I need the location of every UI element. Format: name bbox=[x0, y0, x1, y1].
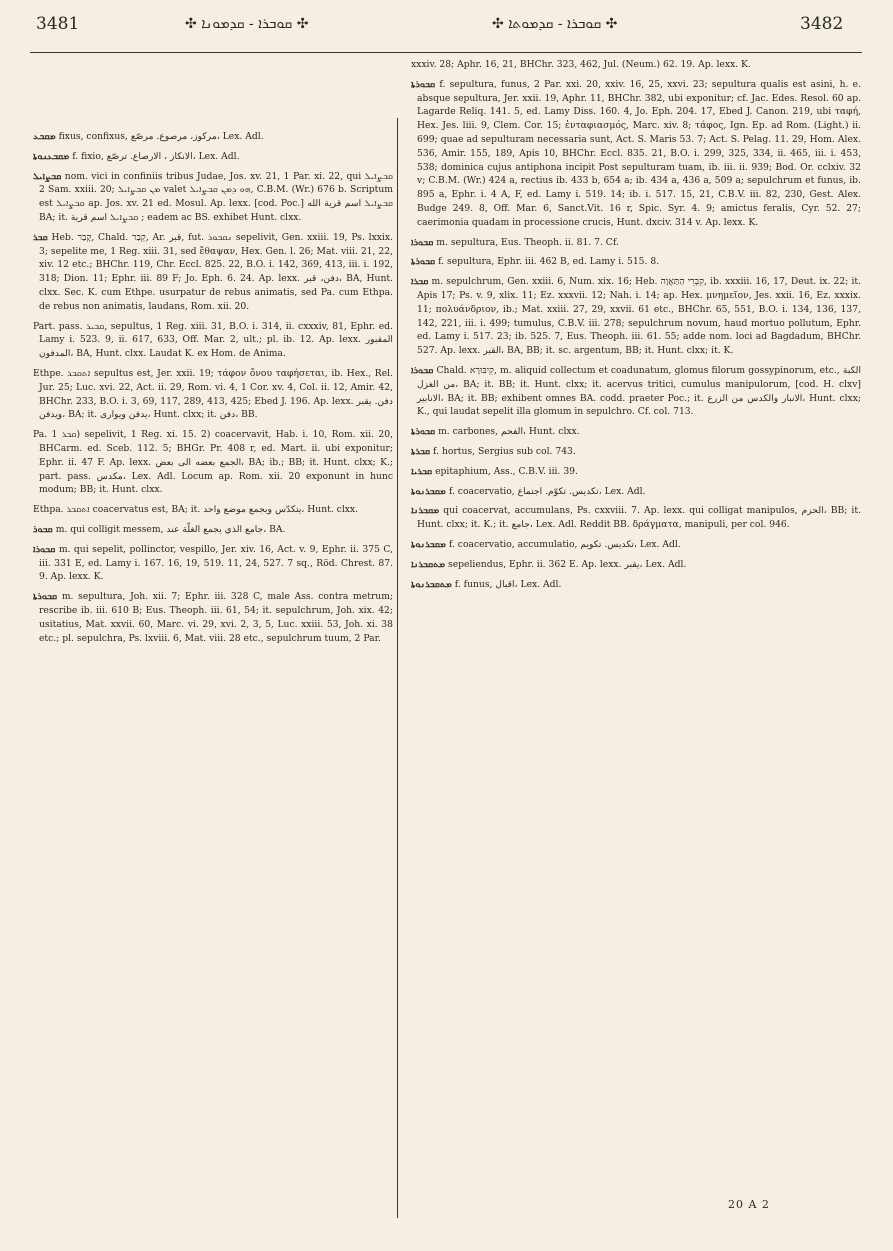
dictionary-entry bbox=[33, 543, 393, 584]
entry-text: Heb. קָבַר, Chald. קְבַר, Ar. قبر, fut. ܢܩܒܘܪ sepelivit, Gen. xxiii. 19, Ps. lxxix. 3; sepelite me, 1 Reg. xiii. 31, sed ἔθαψαν, Hex. Gen. l. 26; Mat. viii. 21, 22, xiv. 12 etc.; BHChr. 119, Chr. Eccl. 825. 22, B.O. i. 142, 369, 413, iii. i. 192, 318; Dion. 11; Ephr. iii. 89 F; Jo. Eph. 6. 24. Ap. lexx. دفن، قبر، BA, Hunt. clxx. Sec. K. cum Ethpe. usurpatur de rebus animatis, sed Pa. cum Ethpa. de rebus non animatis, laudans, Rom. xii. 20. bbox=[39, 231, 393, 312]
dictionary-entry bbox=[33, 503, 393, 517]
running-head-right: ✣ ܩܘܒܪܐ - ܩܕܡܘܬܐ ✣ bbox=[492, 16, 618, 32]
entry-headword: ܡܩܒܪܢܘܬܐ bbox=[411, 485, 446, 497]
entry-text: m. carbones, الفحم، Hunt. clxx. bbox=[438, 426, 580, 438]
page-header bbox=[0, 0, 893, 52]
dictionary-entry bbox=[411, 78, 861, 230]
entry-headword: ܡܬܩܒܪܢܘܬܐ bbox=[411, 578, 452, 590]
entry-text: m. sepulchrum, Gen. xxiii. 6, Num. xix. 16; Heb. קִבְרֵי הַתַּאֲוָה, ib. xxxiii. 16, 17, Deut. ix. 22; it. Apis 17; Ps. v. 9, xlix. 11; Ez. xxxvii. 12; Nah. i. 14; ap. Hex. μνημεῖον, Jes. xxii. 16, Ez. xxxix. 11; πολυάνδριον, ib.; Mat. xxiii. 27, 29, xxvii. 61 etc., BHChr. 65, 551, B.O. i. 134, 136, 137, 142, 221, iii. i. 499; tumulus, C.B.V. iii. 278; sepulchrum novum, haud mortuo pollutum, Ephr. ed. Lamy i. 517. 23; ib. 525. 7, Eus. Theoph. iii. 61. 55; adde nom. loci ad Bagdadum, BHChr. 527. Ap. lexx. القبر، BA, BB; it. sc. argentum, BB; it. Hunt. clxx; it. K. bbox=[417, 276, 861, 357]
dictionary-entry bbox=[411, 58, 861, 72]
left-column bbox=[33, 130, 393, 1235]
dictionary-entry bbox=[411, 578, 861, 592]
entry-headword: ܡܩܒܪܢܐ bbox=[411, 505, 440, 517]
entry-text: nom. vici in confiniis tribus Judae, Jos. xv. 21, 1 Par. xi. 22, qui ܩܒܨܐܝܠ 2 Sam. xxiii. 20; ܡܢ ܩܒܨܐܝܠ valet ܗܘ ܕܡܢ ܩܒܨܐܝܠ, C.B.M. (Wr.) 676 b. Scriptum est ܩܒܨܐܝܠ ap. Jos. xv. 21 ed. Mosul. Ap. lexx. [cod. Poc.] ܩܒܨܐܝܠ اسم قرية الله BA; it. ܩܒܨܐܝܠ اسم قرية ; eadem ac BS. exhibet Hunt. clxx. bbox=[39, 170, 393, 223]
dictionary-entry bbox=[33, 150, 393, 164]
entry-headword: ܩܒܘܪܬܐ bbox=[411, 256, 436, 268]
entry-text: f. hortus, Sergius sub col. 743. bbox=[433, 445, 576, 457]
entry-text: Chald. קִיבּוּרָא, m. aliquid collectum et coadunatum, glomus filorum gossypinorum, etc., الكبة من الغزل، BA; it. BB; it. Hunt. clxx; it. acervus tritici, cumulus manipulorum, [cod. H. clxv] الانابير، BA; it. BB; exhibent omnes BA. codd. praeter Poc.; it. الانبار والكدس من الزرع، Hunt. clxx; K., qui laudat sepelit illa glomum in sepulchro. Cf. col. 713. bbox=[417, 364, 861, 418]
dictionary-entry bbox=[33, 170, 393, 225]
entry-text: Ethpe. ܐܬܩܒܪ sepultus est, Jer. xxii. 19; τάφον ὄνου ταφήσεται, ib. Hex., Rel. Jur. 25; Luc. xvi. 22, Act. ii. 29, Rom. vi. 4, 1 Cor. xv. 4, Col. ii. 12, Amir. 42, BHChr. 233, B.O. i. 3, 69, 117, 289, 413, 425; Ebed J. 196. Ap. lexx. دفن. يقبر ويدفن، BA; it. يدفن ويوارى، Hunt. clxx; it. دفن، BB. bbox=[33, 367, 393, 421]
entry-text: Ethpa. ܐܬܩܒܪ coacervatus est, BA; it. يتكدّس ويجمع موضع واحد، Hunt. clxx. bbox=[33, 504, 359, 516]
entry-headword: ܩܒܪ bbox=[33, 231, 48, 243]
entry-headword: ܩܒܪܝܐ bbox=[411, 465, 433, 477]
dictionary-entry bbox=[411, 558, 861, 572]
header-rule bbox=[30, 52, 862, 53]
dictionary-entry bbox=[33, 320, 393, 361]
column-divider bbox=[397, 118, 398, 1218]
dictionary-entry bbox=[33, 523, 393, 537]
dictionary-entry bbox=[411, 425, 861, 439]
page-number-left: 3481 bbox=[36, 14, 80, 34]
running-head-left: ✣ ܩܘܒܪܐ - ܩܕܡܘܢܐ ✣ bbox=[185, 16, 309, 32]
entry-headword: ܩܒܘܪܬܐ bbox=[33, 591, 58, 603]
dictionary-entry bbox=[33, 231, 393, 314]
dictionary-entry bbox=[411, 445, 861, 459]
dictionary-entry bbox=[33, 428, 393, 497]
entry-headword: ܩܒܨܐܝܠ bbox=[33, 170, 62, 182]
entry-headword: ܡܩܒܥܢܘܬܐ bbox=[33, 150, 70, 162]
entry-headword: ܩܒܘܪܐ bbox=[411, 236, 434, 248]
dictionary-entry bbox=[411, 255, 861, 269]
entry-text: sepeliendus, Ephr. ii. 362 E. Ap. lexx. يقبر، Lex. Adl. bbox=[448, 558, 687, 570]
signature-mark: 20 A 2 bbox=[728, 1198, 770, 1211]
entry-text: m. qui colligit messem, جامع الذي يجمع الغلّة عند، BA. bbox=[55, 523, 286, 535]
entry-headword: ܩܒܘܪ bbox=[33, 523, 53, 535]
entry-headword: ܩܒܘܪܐ bbox=[33, 543, 56, 555]
entry-text: f. coacervatio, تكديس. تكوّم. اجتماع، Lex. Adl. bbox=[448, 485, 646, 497]
entry-text: Part. pass. ܩܒܝܪ, sepultus, 1 Reg. xiii. 31, B.O. i. 314, ii. cxxxiv, 81, Ephr. ed. Lamy i. 523. 9, ii. 617, 633, Off. Mar. 2, ult.; pl. ib. 12. Ap. lexx. المقبور المدفون، BA, Hunt. clxx. Laudat K. ex Hom. de Anima. bbox=[33, 320, 393, 360]
entry-text: f. coacervatio, accumulatio, تكديس. تكويم، Lex. Adl. bbox=[448, 538, 681, 550]
entry-headword: ܩܒܪܐ bbox=[411, 276, 429, 288]
entry-text: epitaphium, Ass., C.B.V. iii. 39. bbox=[435, 465, 578, 477]
entry-text: f. sepultura, Ephr. iii. 462 B, ed. Lamy i. 515. 8. bbox=[438, 256, 660, 268]
right-column bbox=[411, 58, 861, 1248]
dictionary-entry bbox=[411, 236, 861, 250]
dictionary-entry bbox=[33, 130, 393, 144]
dictionary-entry bbox=[411, 364, 861, 419]
dictionary-entry bbox=[33, 367, 393, 422]
dictionary-entry bbox=[33, 590, 393, 645]
dictionary-entry bbox=[411, 538, 861, 552]
entry-headword: ܩܒܘܪܐ bbox=[411, 364, 434, 376]
dictionary-entry bbox=[411, 465, 861, 479]
entry-text: f. funus, اقبال، Lex. Adl. bbox=[454, 578, 562, 590]
dictionary-entry bbox=[411, 275, 861, 358]
entry-text: Pa. ܩܒܪ 1) sepelivit, 1 Reg. xi. 15. 2) coacervavit, Hab. i. 10, Rom. xii. 20, BHCarm. ed. Sceb. 112. 5; BHGr. Pr. 408 r, ed. Mart. ii. ubi exponitur; Ephr. ii. 47 F. Ap. lexx. الجمع بعضه الى بعض، BA; ib.; BB; it. Hunt. clxx; K.; part. pass. مكدس، Lex. Adl. Locum ap. Rom. xii. 20 exponunt in hunc modum; BB; it. Hunt. clxx. bbox=[33, 429, 393, 496]
entry-headword: ܡܩܒܪܢܘܬܐ bbox=[411, 538, 446, 550]
entry-headword: ܩܒܪܬܐ bbox=[411, 445, 431, 457]
entry-headword: ܩܒܘܪܬܐ bbox=[411, 426, 436, 438]
dictionary-entry bbox=[411, 504, 861, 532]
entry-text: m. qui sepelit, pollinctor, vespillo, Jer. xiv. 16, Act. v. 9, Ephr. ii. 375 C, iii. 331 E, ed. Lamy i. 167. 16, 19, 519. 11, 24, 527. 7 sq., Röd. Chrest. 87. 9. Ap. lexx. K. bbox=[39, 543, 393, 583]
entry-text: m. sepultura, Eus. Theoph. ii. 81. 7. Cf. bbox=[436, 236, 619, 248]
page-number-right: 3482 bbox=[800, 14, 844, 34]
entry-headword: ܡܩܒܥ bbox=[33, 131, 56, 142]
entry-headword: ܡܬܩܒܪܢܐ bbox=[411, 558, 446, 570]
entry-text: f. sepultura, funus, 2 Par. xxi. 20, xxiv. 16, 25, xxvi. 23; sepultura qualis est asini, h. e. absque sepultura, Jer. xxii. 19, Aphr. 11, BHChr. 382, ubi exponitur; cf. Jac. Edes. Resol. 60 ap. Lagarde Reliq. 141. 5, ed. Lamy Diss. 160. 4, Jo. Eph. 204. 17, Ebed J. Canon. 219, ubi ταφή, Hex. Jes. liii. 9, Clem. Cor. 15; ἐνταφιασμός, Marc. xiv. 8; τάφος, Ign. Ep. ad Rom. (Light.) ii. 699; quae ad sepulturam necessaria sunt, Act. S. Maris 53. 7; Act. S. Pelag. 11. 29, Hom. Alex. 536, Amir. 155, 189, Apis 10, BHChr. Eccl. 835. 21, B.O. i. 299, 325, 334, ii. 465, iii. i. 453, 538; dominica cujus antiphona incipit Post sepulturam tuam, ib. iii. ii. 939; Bod. Or. cclxiv. 32 v; C.B.M. (Wr.) 424 a, rectius ib. 433 b, 654 a; ib. 434 a, 436 a, 509 a; sepulchrum et funus, ib. 895 a, Ephr. i. 4 A, F, ed. Lamy i. 519. 14; ib. i. 517. 15, 21, C.B.V. iii. 82, 230, Gest. Alex. Budge 249. 8, Off. Mar. 6, Sanct.Vit. 16 r, Spic. Syr. 4. 9; amictus feralis, Cyr. 52. 27; caerimonia quadam in processione crucis, Hunt. dxciv. 314 v. Ap. lexx. K. bbox=[417, 78, 861, 228]
entry-text: m. sepultura, Joh. xii. 7; Ephr. iii. 328 C, male Ass. contra metrum; rescribe ib. iii. 610 B; Eus. Theoph. iii. 61, 54; it. sepulchrum, Joh. xix. 42; usitatius, Mat. xxvii. 60, Marc. vi. 29, xvi. 2, 3, 5, Luc. xxiii. 53, Joh. xi. 38 etc.; pl. sepulchra, Ps. lxviii. 6, Mat. viii. 28 etc., sepulchrum tuum, 2 Par. bbox=[39, 591, 393, 644]
entry-text: qui coacervat, accumulans, Ps. cxxviii. 7. Ap. lexx. qui colligat manipulos, الحزم، BB; it. Hunt. clxx; it. K.; it. جامع، Lex. Adl. Reddit BB. δράγματα, manipuli, per col. 946. bbox=[417, 505, 861, 531]
entry-text: f. fixio, الانكاز ، الارصاع. ترصّع، Lex. Adl. bbox=[72, 150, 240, 162]
entry-text: fixus, confixus, مركوز، مرصوع. مرصّع، Lex. Adl. bbox=[58, 131, 264, 142]
dictionary-entry bbox=[411, 485, 861, 499]
entry-headword: ܩܒܘܪܬܐ bbox=[411, 78, 436, 90]
entry-text: xxxiv. 28; Aphr. 16, 21, BHChr. 323, 462, Jul. (Neum.) 62. 19. Ap. lexx. K. bbox=[411, 59, 751, 70]
